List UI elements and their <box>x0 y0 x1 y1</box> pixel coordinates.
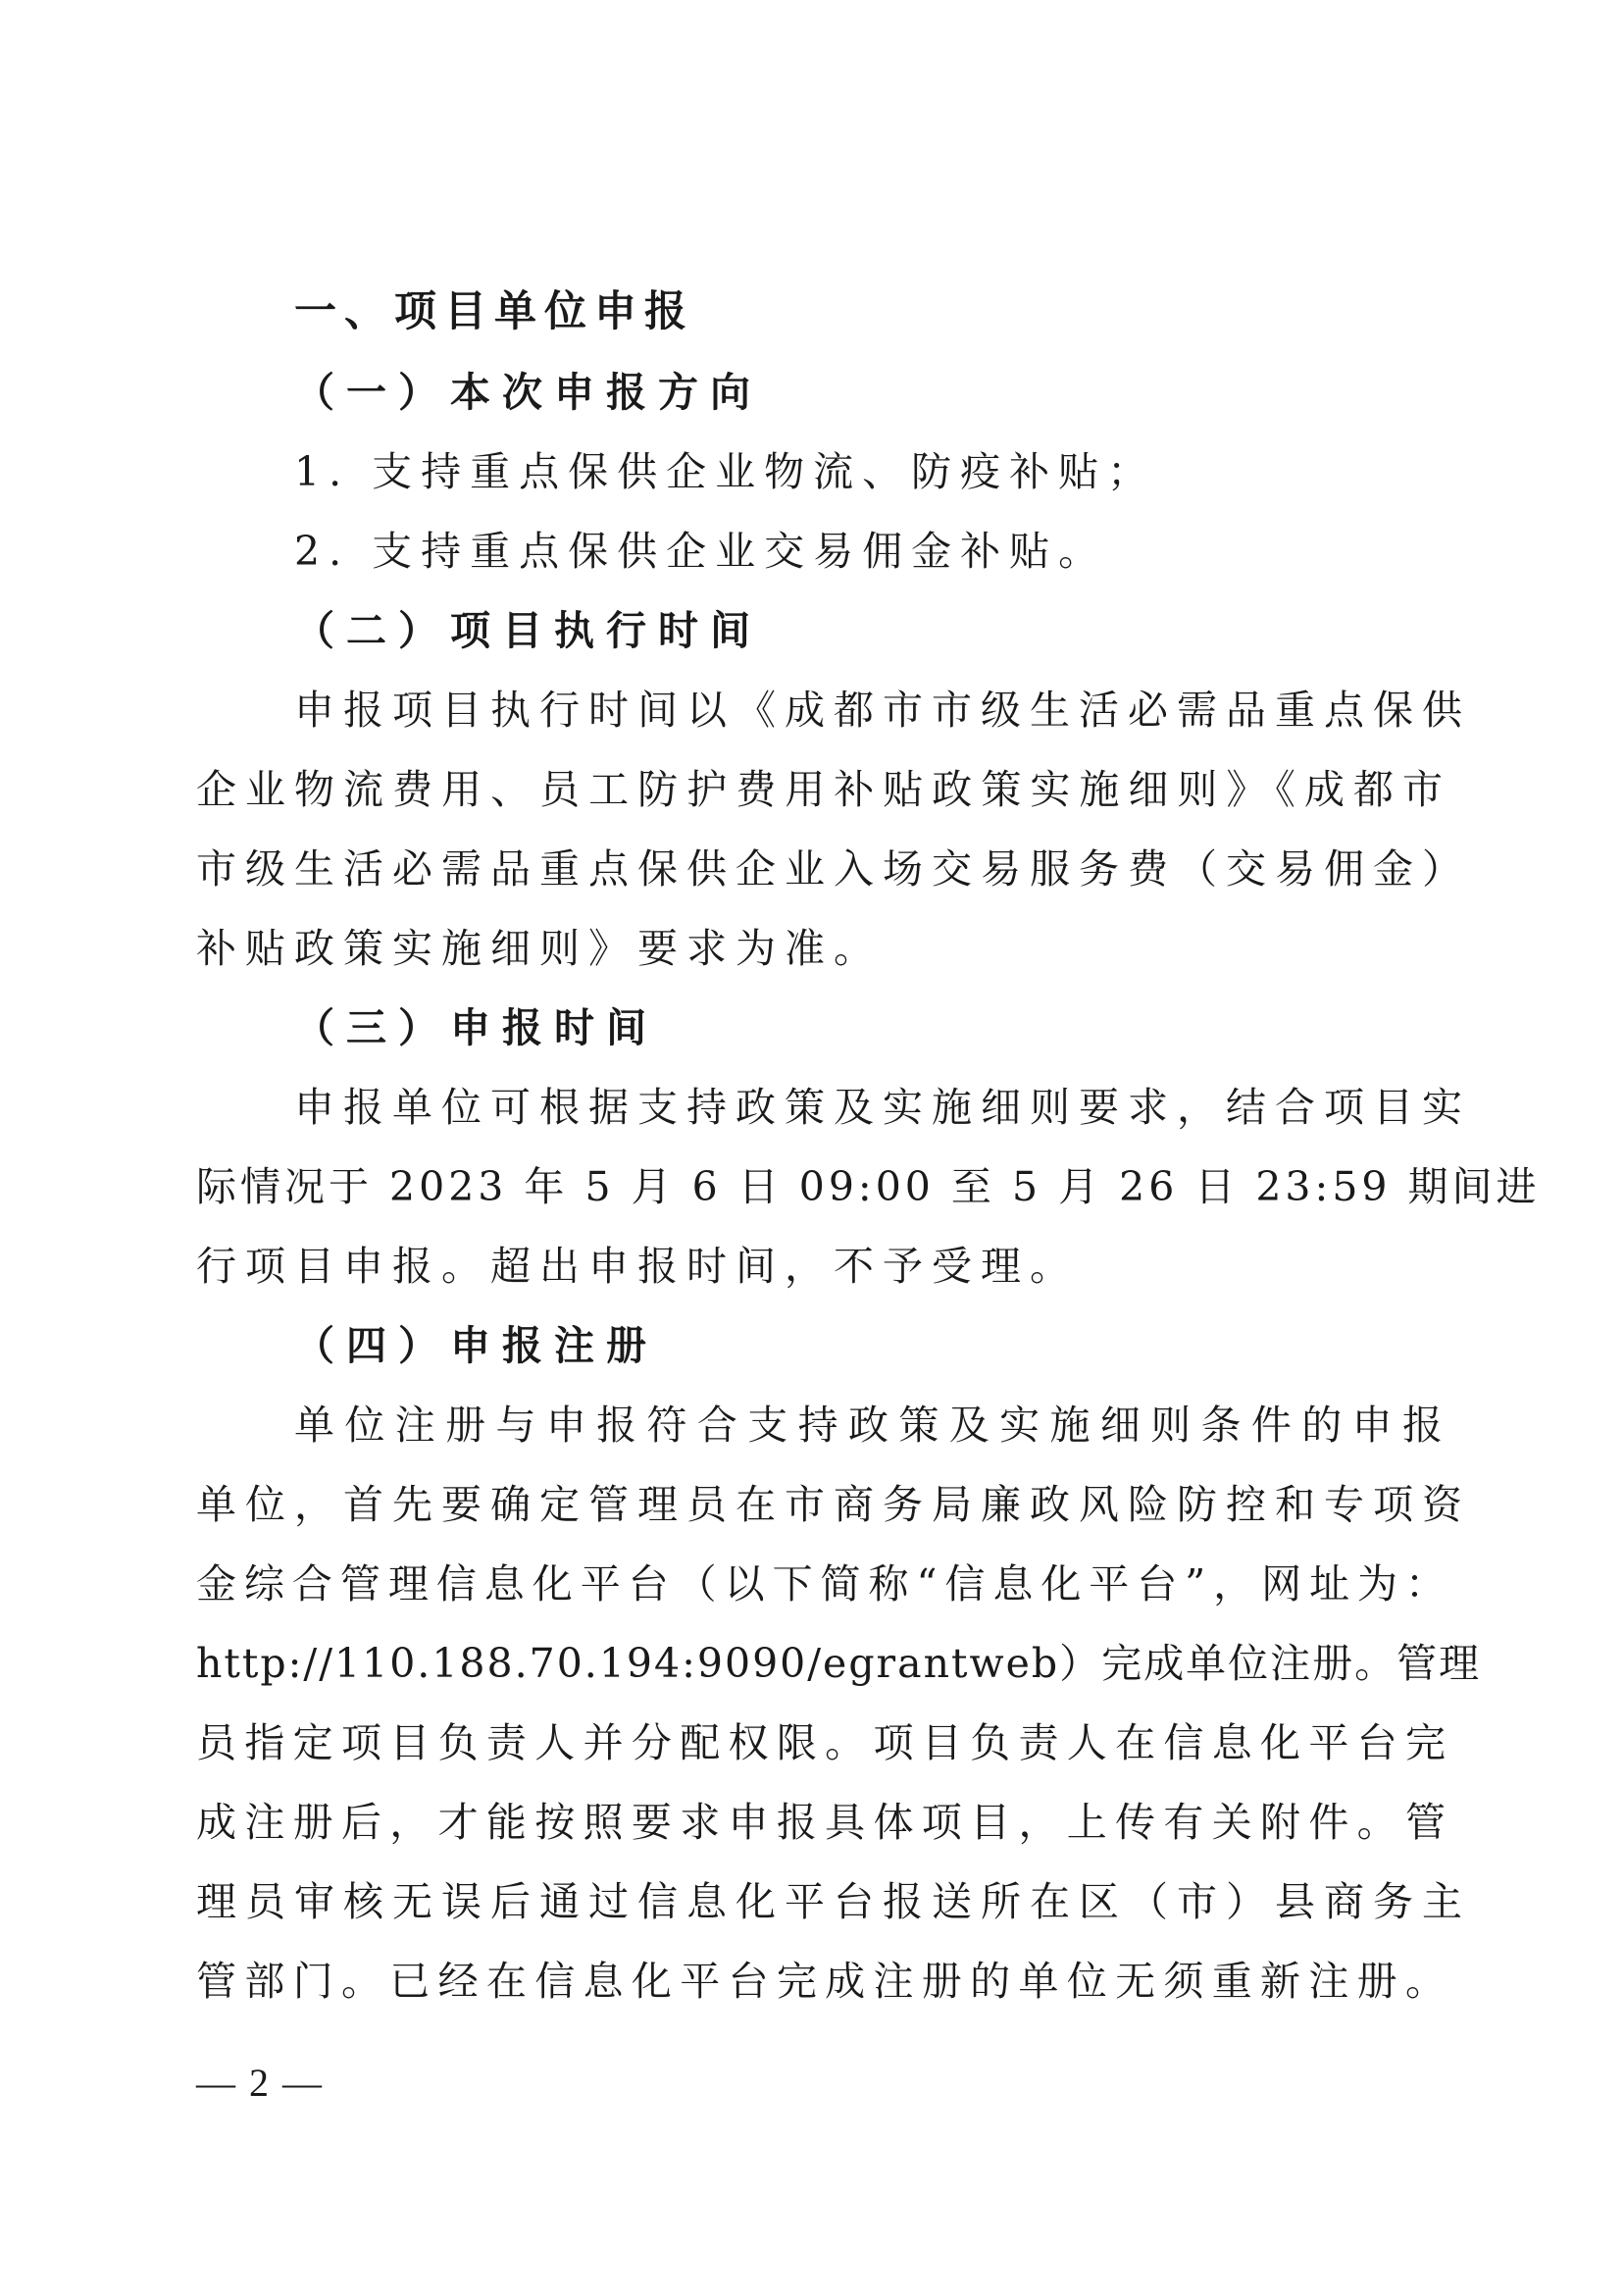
paragraph-line: 申报项目执行时间以《成都市市级生活必需品重点保供 <box>294 687 1471 734</box>
list-item-1: 1. 支持重点保供企业物流、防疫补贴； <box>294 448 1157 495</box>
paragraph-line: 申报单位可根据支持政策及实施细则要求，结合项目实 <box>294 1084 1471 1131</box>
paragraph-line: 成注册后，才能按照要求申报具体项目，上传有关附件。管 <box>196 1799 1451 1846</box>
subsection-title-4: （四）申报注册 <box>294 1322 658 1369</box>
paragraph-line: 行项目申报。超出申报时间，不予受理。 <box>196 1243 1079 1290</box>
subsection-title-2: （二）项目执行时间 <box>294 607 762 654</box>
list-item-2: 2. 支持重点保供企业交易佣金补贴。 <box>294 528 1108 575</box>
section-heading: 一、项目单位申报 <box>294 287 694 336</box>
paragraph-line: 单位注册与申报符合支持政策及实施细则条件的申报 <box>294 1402 1451 1449</box>
paragraph-line: http://110.188.70.194:9090/egrantweb）完成单位注册。管理 <box>196 1640 1482 1687</box>
paragraph-line: 补贴政策实施细则》要求为准。 <box>196 925 883 972</box>
page-number: — 2 — <box>196 2061 324 2105</box>
paragraph-line: 金综合管理信息化平台（以下简称“信息化平台”，网址为： <box>196 1560 1451 1607</box>
paragraph-line: 管部门。已经在信息化平台完成注册的单位无须重新注册。 <box>196 1958 1451 2005</box>
paragraph-line: 企业物流费用、员工防护费用补贴政策实施细则》《成都市 <box>196 766 1451 813</box>
paragraph-line: 理员审核无误后通过信息化平台报送所在区（市）县商务主 <box>196 1878 1471 1925</box>
paragraph-line: 市级生活必需品重点保供企业入场交易服务费（交易佣金） <box>196 845 1471 893</box>
paragraph-line: 际情况于 2023 年 5 月 6 日 09:00 至 5 月 26 日 23:59 期间进 <box>196 1163 1541 1210</box>
paragraph-line: 员指定项目负责人并分配权限。项目负责人在信息化平台完 <box>196 1719 1451 1766</box>
subsection-title-1: （一）本次申报方向 <box>294 369 762 416</box>
subsection-title-3: （三）申报时间 <box>294 1004 658 1051</box>
paragraph-line: 单位，首先要确定管理员在市商务局廉政风险防控和专项资 <box>196 1481 1471 1528</box>
